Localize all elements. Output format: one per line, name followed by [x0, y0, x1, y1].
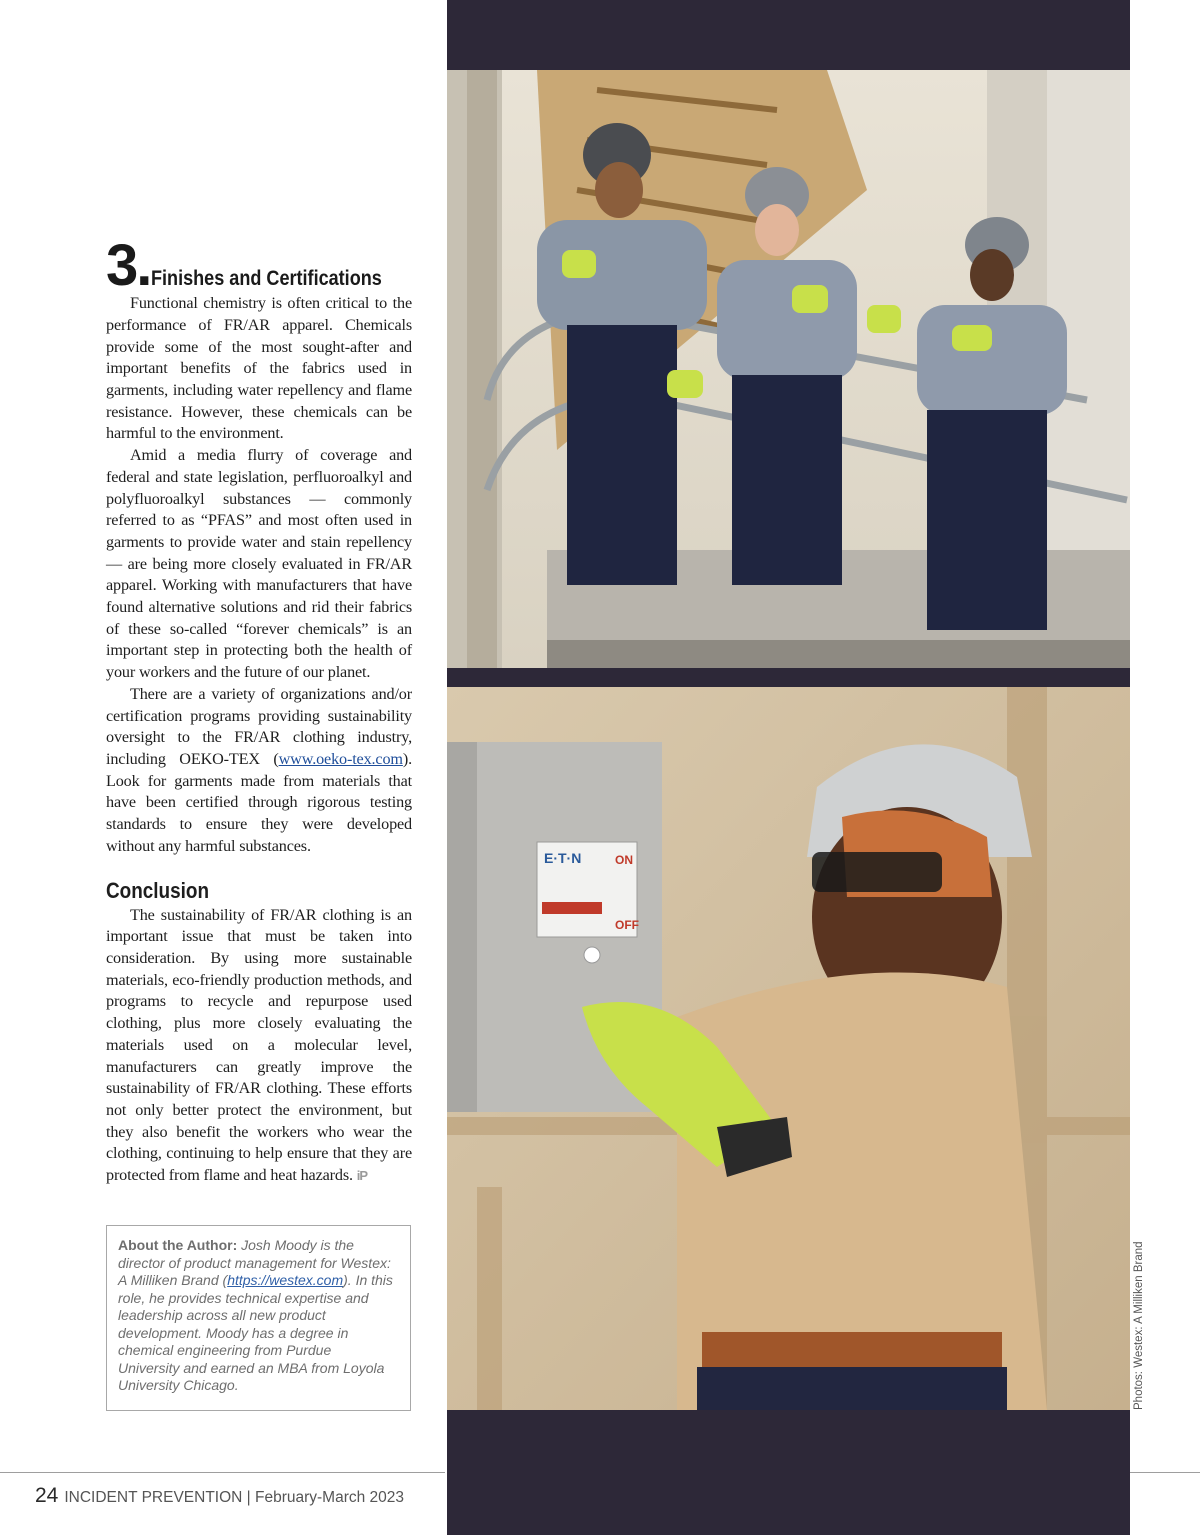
paragraph-text: ). Look for garments made from materials that have been certified through rigorous testing standards to ensure they were developed without any harmful substances. [106, 749, 412, 855]
label-off: OFF [615, 918, 639, 932]
section-number: 3. [106, 233, 151, 298]
label-on: ON [615, 853, 633, 867]
conclusion-heading: Conclusion [106, 878, 210, 904]
author-label: About the Author: [118, 1237, 238, 1253]
paragraph [106, 684, 412, 858]
paragraph-text: There are a variety of organizations and/or certification programs providing sustainability oversight to the FR/AR clothing industry, including OEKO-TEX ( [106, 684, 412, 768]
eaton-logo: E·T·N [544, 850, 582, 866]
paragraph: Amid a media flurry of coverage and federal and state legislation, perfluoroalkyl and polyfluoroalkyl substances — commonly referred to as “PFAS” and most often used in garments to provide water and stain repellency — are being more closely evaluated in FR/AR apparel. Working with manufacturers that have found alternative solutions and rid their fabrics of these so-called “forever chemicals” is an important step in protecting both the health of your workers and the future of our planet. [106, 446, 412, 682]
section-title: Finishes and Certifications [151, 267, 383, 290]
section-body [106, 293, 412, 857]
paragraph-text: The sustainability of FR/AR clothing is an important issue that must be taken into consideration. By using more sustainable materials, eco-friendly production methods, and programs to recycle and repurpose used clothing, plus more closely evaluating the materials used on a molecular level, manufacturers can greatly improve the sustainability of FR/AR clothing. These efforts not only better protect the environment, but they also benefit the workers who wear the clothing, continuing to help ensure that they are protected from flame and heat hazards. [106, 905, 412, 1185]
publication-info: INCIDENT PREVENTION | February-March 2023 [64, 1489, 405, 1506]
paragraph [106, 905, 412, 1187]
paragraph: Functional chemistry is often critical to the performance of FR/AR apparel. Chemicals provide some of the most sought-after and important benefits of the fabrics used in garments, including water repellency and flame resistance. However, these chemicals can be harmful to the environment. [106, 294, 412, 443]
oeko-tex-link[interactable]: www.oeko-tex.com [278, 749, 403, 768]
author-text: Josh Moody is the director of product management for Westex: A Milliken Brand ( [118, 1237, 391, 1288]
conclusion-body [106, 905, 412, 1187]
section-heading [106, 233, 412, 298]
westex-link[interactable]: https://westex.com [227, 1272, 344, 1288]
article-column [106, 233, 412, 1187]
footer-rule [1130, 1472, 1200, 1473]
page-footer [35, 1484, 404, 1508]
photo-worker-electrical-box [447, 687, 1130, 1410]
author-box [106, 1225, 411, 1411]
author-text: ). In this role, he provides technical expertise and leadership across all new product development. Moody has a degree in chemical engineering from Purdue University and earned an MBA from Loyola University Chicago. [118, 1272, 393, 1393]
photo-workers-on-platform [447, 70, 1130, 668]
page-number: 24 [35, 1484, 59, 1507]
footer-rule [0, 1472, 445, 1473]
end-mark-icon: iP [356, 1168, 368, 1184]
photo-credit: Photos: Westex: A Milliken Brand [1133, 1241, 1145, 1410]
